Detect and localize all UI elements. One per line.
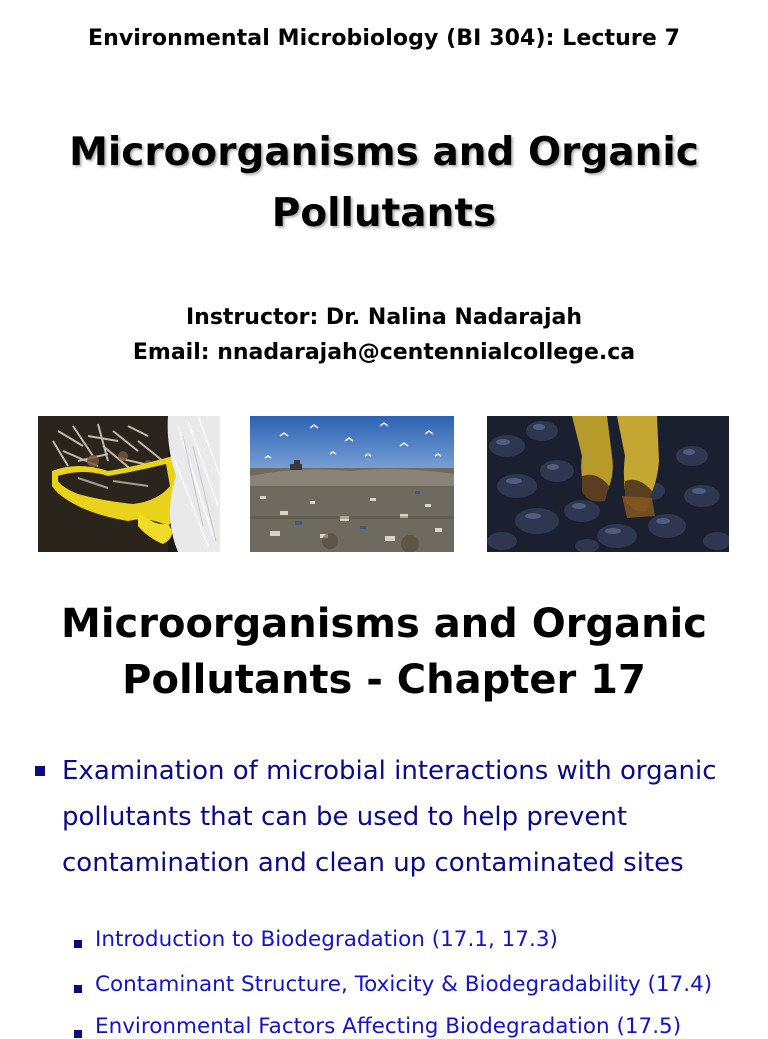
sub-bullet-item: Introduction to Biodegradation (17.1, 17.3) [95, 927, 558, 952]
chapter-title [0, 596, 768, 708]
course-title: Environmental Microbiology (BI 304): Lecture 7 [87, 26, 681, 51]
sub-bullet-item: Environmental Factors Affecting Biodegradation (17.5) [95, 1014, 682, 1039]
slide-title [0, 122, 768, 244]
instructor-email: Email: nnadarajah@centennialcollege.ca [132, 340, 636, 365]
oil-spill-photo [487, 416, 729, 552]
chapter-title-line-1: Microorganisms and Organic [61, 601, 707, 647]
bullet-line-1: Examination of microbial interactions with organic [62, 756, 717, 786]
slide-title-line-2: Pollutants [271, 191, 497, 236]
compost-photo [38, 416, 220, 552]
bullet-square-icon [35, 766, 45, 776]
sub-bullet-square-icon [74, 1030, 82, 1038]
sub-bullet-square-icon [74, 985, 82, 993]
bullet-line-3: contamination and clean up contaminated sites [62, 848, 684, 878]
instructor-name: Instructor: Dr. Nalina Nadarajah [185, 305, 583, 330]
landfill-photo [250, 416, 454, 552]
main-bullet-text [62, 748, 752, 886]
slide-title-line-1: Microorganisms and Organic [69, 130, 699, 175]
chapter-title-line-2: Pollutants - Chapter 17 [122, 657, 646, 703]
bullet-line-2: pollutants that can be used to help prevent [62, 802, 628, 832]
sub-bullet-item: Contaminant Structure, Toxicity & Biodegradability (17.4) [95, 972, 713, 997]
sub-bullet-square-icon [74, 940, 82, 948]
